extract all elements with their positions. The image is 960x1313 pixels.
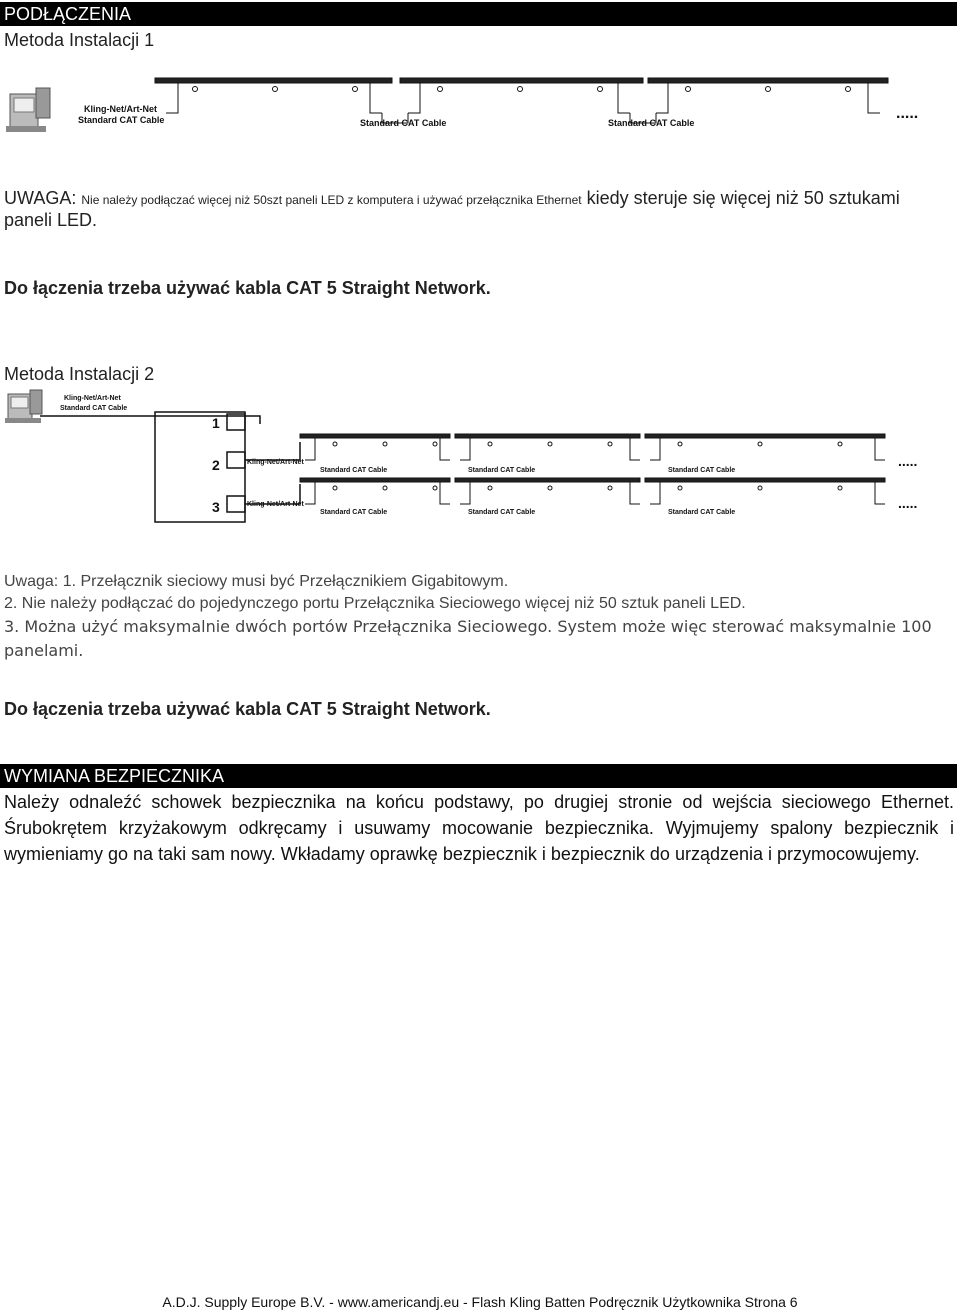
row2-continuation: ..... <box>898 495 918 511</box>
fuse-instructions: Należy odnaleźć schowek bezpiecznika na końcu podstawy, po drugiej stronie od wejścia sieciowego Ethernet. Śrubokrętem krzyżakowym odkręcamy i usuwamy mocowanie bezpiecznika. Wyjmujemy spalony bezpiecznik i wymieniamy go na taki sam nowy. Wkładamy oprawkę bezpiecznik i bezpiecznik do urządzenia i przymocowujemy. <box>4 792 954 864</box>
method-2-heading: Metoda Instalacji 2 <box>4 364 155 384</box>
warning-rest: kiedy steruje się więcej niż 50 sztukami <box>586 188 900 208</box>
warning-line-2: paneli LED. <box>4 210 98 230</box>
row2-cable-label-2: Standard CAT Cable <box>468 509 536 516</box>
method-1-heading: Metoda Instalacji 1 <box>4 30 155 50</box>
cable-note-1: Do łączenia trzeba używać kabla CAT 5 Straight Network. <box>4 278 491 298</box>
row2-cable-label-1: Standard CAT Cable <box>320 509 388 516</box>
installation-diagram-1 <box>0 70 960 135</box>
port-number-2: 2 <box>212 457 220 473</box>
section-heading-connections: PODŁĄCZENIA <box>0 2 957 26</box>
cable-note-2: Do łączenia trzeba używać kabla CAT 5 Straight Network. <box>4 699 491 719</box>
port-label-2: Kling-Net/Art-Net <box>247 459 304 466</box>
pc-label-cable: Standard CAT Cable <box>78 115 165 125</box>
computer-icon <box>5 390 42 423</box>
pc-label-protocol: Kling-Net/Art-Net <box>84 104 157 114</box>
page-footer: A.D.J. Supply Europe B.V. - www.americandj.eu - Flash Kling Batten Podręcznik Użytkownika Strona 6 <box>162 1294 798 1310</box>
note-line-3: 3. Można użyć maksymalnie dwóch portów Przełącznika Sieciowego. System może więc sterować maksymalnie 100 <box>4 617 932 636</box>
row1-cable-label-1: Standard CAT Cable <box>320 467 388 474</box>
warning-line-1 <box>4 188 900 209</box>
warning-lead: UWAGA: <box>4 188 77 208</box>
row1-continuation: ..... <box>898 453 918 469</box>
port-number-3: 3 <box>212 499 220 515</box>
note-line-3-cont: panelami. <box>4 641 84 660</box>
port-label-3: Kling-Net/Art-Net <box>247 501 304 508</box>
pc-label-cable: Standard CAT Cable <box>60 405 128 412</box>
continuation-dots: ..... <box>896 105 919 122</box>
row2-cable-label-3: Standard CAT Cable <box>668 509 736 516</box>
warning-small-text: Nie należy podłączać więcej niż 50szt paneli LED z komputera i używać przełącznika Ethernet <box>81 193 582 207</box>
note-line-2: 2. Nie należy podłączać do pojedynczego portu Przełącznika Sieciowego więcej niż 50 sztuk paneli LED. <box>4 595 746 612</box>
row1-cable-label-2: Standard CAT Cable <box>468 467 536 474</box>
pc-label-protocol: Kling-Net/Art-Net <box>64 395 121 402</box>
port-number-1: 1 <box>212 415 220 431</box>
installation-diagram-2 <box>0 384 960 529</box>
note-line-1: Uwaga: 1. Przełącznik sieciowy musi być Przełącznikiem Gigabitowym. <box>4 573 509 590</box>
section-heading-fuse: WYMIANA BEZPIECZNIKA <box>0 764 957 788</box>
cable-label-2: Standard CAT Cable <box>608 118 695 128</box>
cable-label-1: Standard CAT Cable <box>360 118 447 128</box>
computer-icon <box>6 88 50 132</box>
row1-cable-label-3: Standard CAT Cable <box>668 467 736 474</box>
